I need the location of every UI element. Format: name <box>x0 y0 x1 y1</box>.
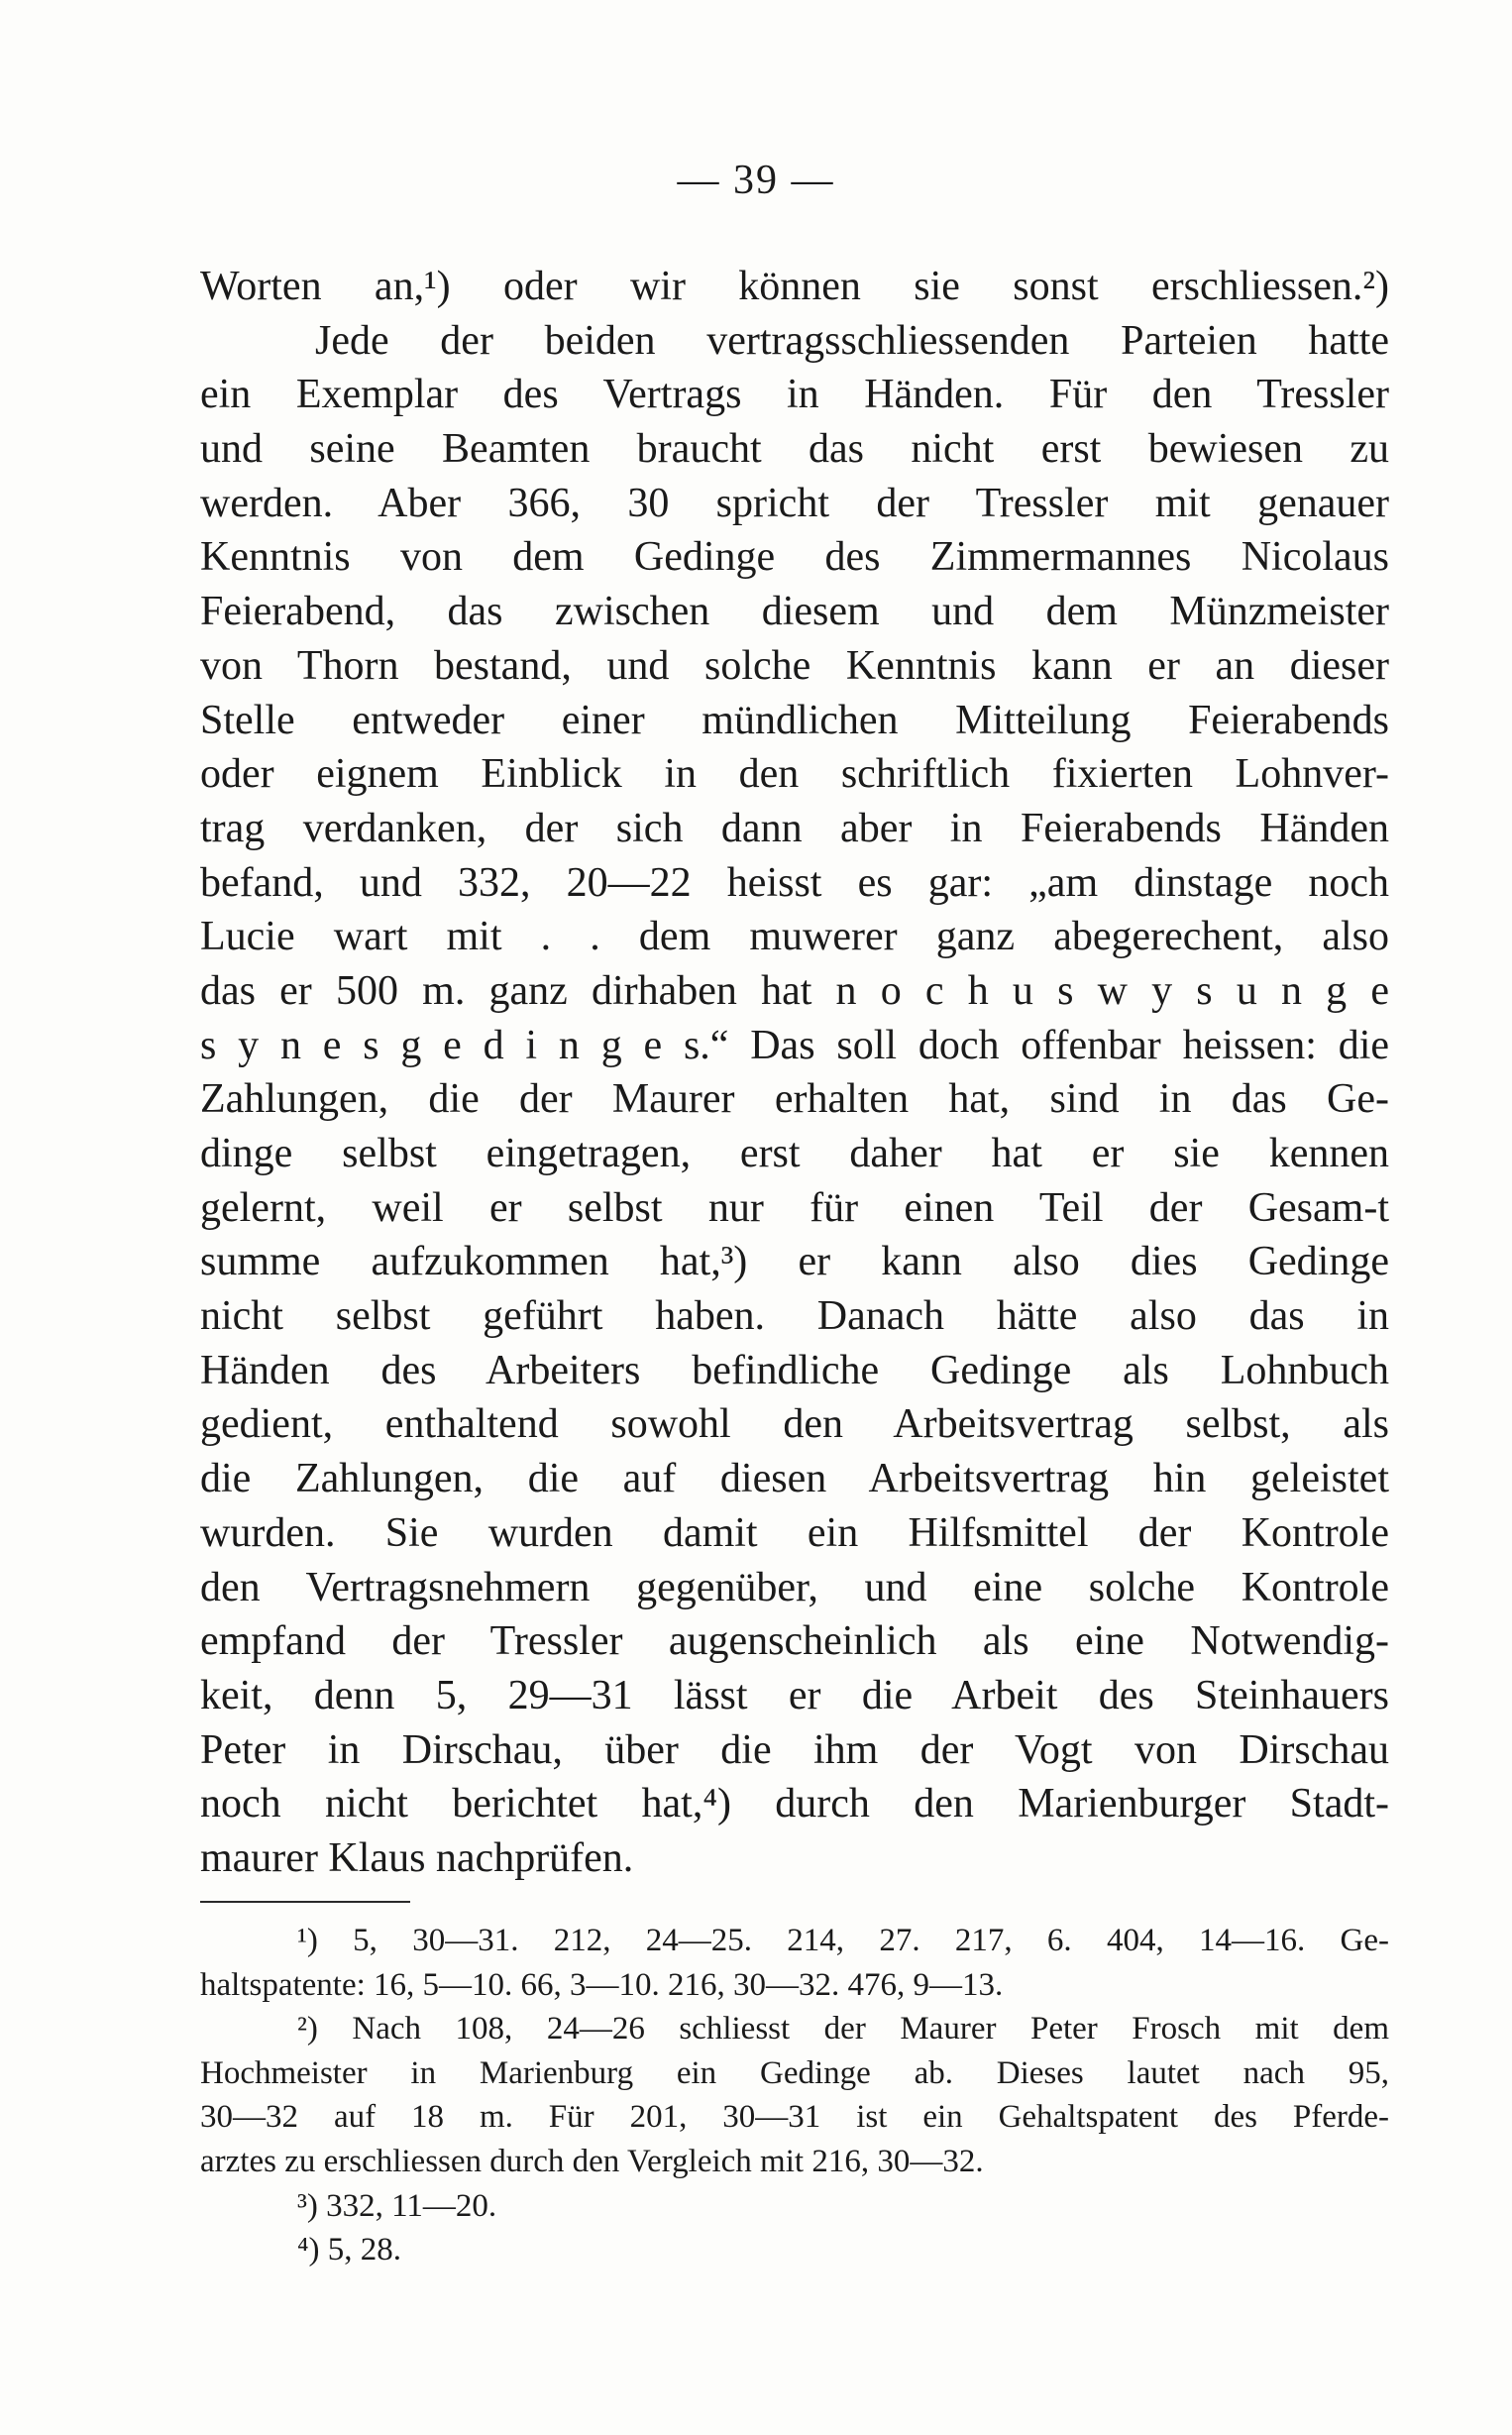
text-line: empfand der Tressler augenscheinlich als eine Notwendig- <box>200 1618 1389 1665</box>
text-line: und seine Beamten braucht das nicht erst bewiesen zu <box>200 426 1389 473</box>
text-line: Feierabend, das zwischen diesem und dem Münzmeister <box>200 589 1389 635</box>
text-line: s y n e s g e d i n g e s.“ Das soll doch offenbar heissen: die <box>200 1022 1389 1068</box>
text-line: trag verdanken, der sich dann aber in Feierabends Händen <box>200 805 1389 851</box>
text-line: Worten an,¹) oder wir können sie sonst erschliessen.²) <box>200 264 1389 309</box>
body-text <box>200 260 1389 1886</box>
footnote-line: 30—32 auf 18 m. Für 201, 30—31 ist ein Gehaltspatent des Pferde- <box>200 2099 1389 2136</box>
text-line: oder eignem Einblick in den schriftlich fixierten Lohnver- <box>200 751 1389 798</box>
text-line: den Vertragsnehmern gegenüber, und eine solche Kontrole <box>200 1564 1389 1610</box>
footnotes <box>200 1919 1389 2272</box>
text-line: Peter in Dirschau, über die ihm der Vogt von Dirschau <box>200 1726 1389 1773</box>
text-line: Händen des Arbeiters befindliche Gedinge als Lohnbuch <box>200 1347 1389 1393</box>
text-line: summe aufzukommen hat,³) er kann also dies Gedinge <box>200 1239 1389 1285</box>
footnote-line: ⁴) 5, 28. <box>297 2232 401 2269</box>
footnote-line: ¹) 5, 30—31. 212, 24—25. 214, 27. 217, 6. 404, 14—16. Ge- <box>297 1923 1389 1958</box>
text-line: dinge selbst eingetragen, erst daher hat er sie kennen <box>200 1131 1389 1176</box>
footnote-line: haltspatente: 16, 5—10. 66, 3—10. 216, 30—32. 476, 9—13. <box>200 1966 1004 2003</box>
text-line: die Zahlungen, die auf diesen Arbeitsvertrag hin geleistet <box>200 1456 1389 1502</box>
text-line: werden. Aber 366, 30 spricht der Tressler mit genauer <box>200 480 1389 526</box>
footnote-line: arztes zu erschliessen durch den Vergleich mit 216, 30—32. <box>200 2143 984 2179</box>
text-line: maurer Klaus nachprüfen. <box>200 1834 634 1881</box>
text-line: Lucie wart mit . . dem muwerer ganz abegerechent, also <box>200 914 1389 960</box>
text-line: keit, denn 5, 29—31 lässt er die Arbeit des Steinhauers <box>200 1672 1389 1718</box>
text-line: wurden. Sie wurden damit ein Hilfsmittel der Kontrole <box>200 1509 1389 1556</box>
text-line: Stelle entweder einer mündlichen Mitteilung Feierabends <box>200 697 1389 743</box>
text-line: ein Exemplar des Vertrags in Händen. Für den Tressler <box>200 372 1389 418</box>
text-line: befand, und 332, 20—22 heisst es gar: „am dinstage noch <box>200 859 1389 906</box>
text-line: gedient, enthaltend sowohl den Arbeitsvertrag selbst, als <box>200 1401 1389 1448</box>
text-line: Zahlungen, die der Maurer erhalten hat, sind in das Ge- <box>200 1076 1389 1123</box>
text-line: Kenntnis von dem Gedinge des Zimmermannes Nicolaus <box>200 534 1389 581</box>
text-line: noch nicht berichtet hat,⁴) durch den Marienburger Stadt- <box>200 1781 1389 1827</box>
text-line: Jede der beiden vertragsschliessenden Parteien hatte <box>315 317 1389 364</box>
text-line: von Thorn bestand, und solche Kenntnis kann er an dieser <box>200 642 1389 689</box>
page-number: — 39 — <box>677 158 835 203</box>
footnote-line: Hochmeister in Marienburg ein Gedinge ab. Dieses lautet nach 95, <box>200 2054 1389 2091</box>
footnote-line: ²) Nach 108, 24—26 schliesst der Maurer Peter Frosch mit dem <box>297 2011 1389 2048</box>
footnote-divider <box>200 1901 410 1903</box>
text-line: nicht selbst geführt haben. Danach hätte also das in <box>200 1293 1389 1340</box>
text-line: gelernt, weil er selbst nur für einen Teil der Gesam-t <box>200 1184 1389 1231</box>
footnote-line: ³) 332, 11—20. <box>297 2187 497 2224</box>
text-line: das er 500 m. ganz dirhaben hat n o c h u s w y s u n g e <box>200 967 1389 1014</box>
